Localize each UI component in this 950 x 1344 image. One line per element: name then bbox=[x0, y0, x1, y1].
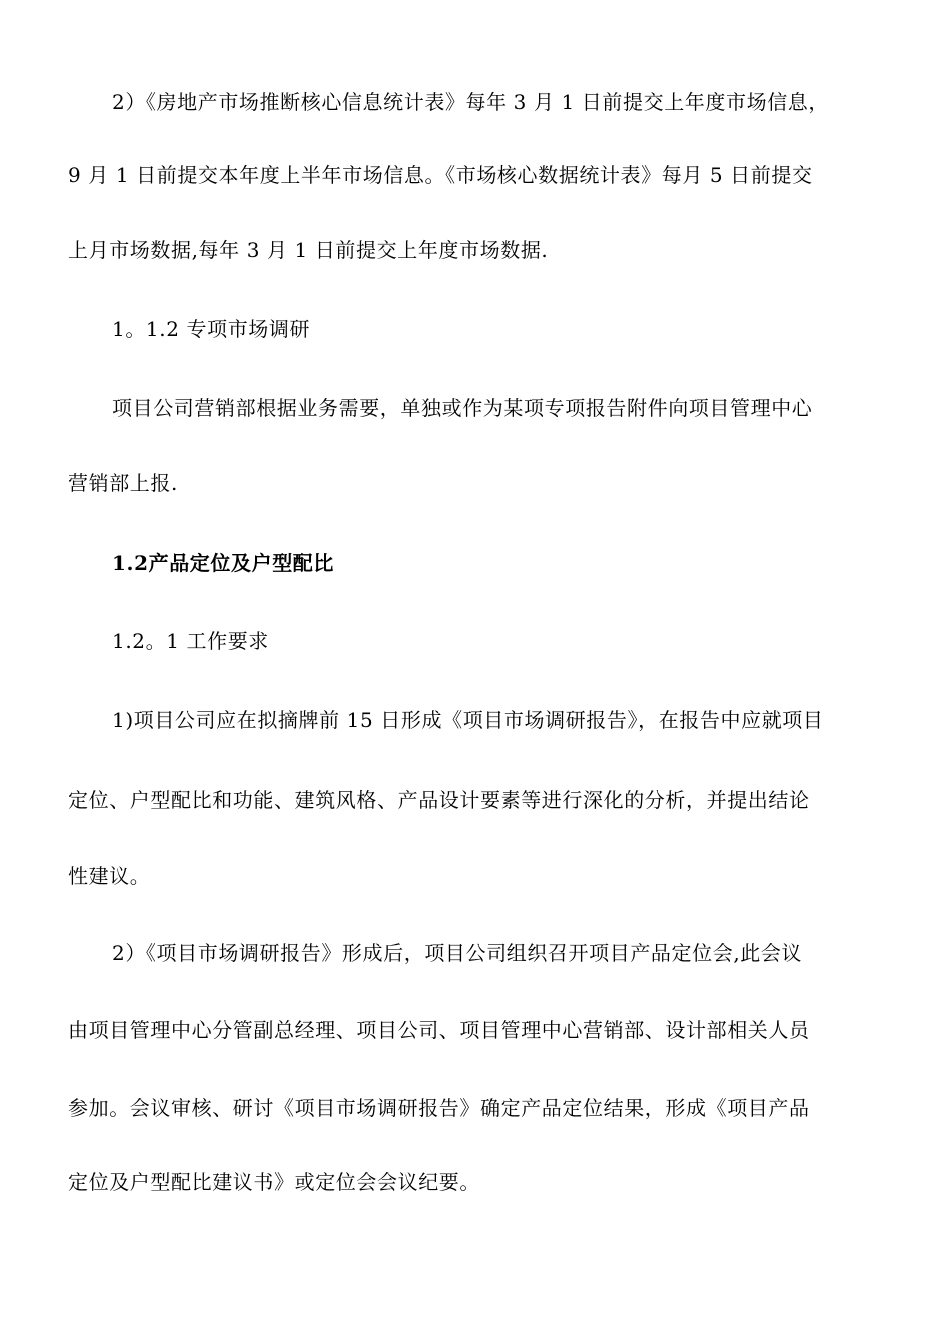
paragraph-line: 项目公司营销部根据业务需要，单独或作为某项专项报告附件向项目管理中心 bbox=[112, 396, 813, 420]
subsection-heading: 1.2。1 工作要求 bbox=[112, 629, 269, 653]
paragraph-line: 由项目管理中心分管副总经理、项目公司、项目管理中心营销部、设计部相关人员 bbox=[68, 1018, 810, 1042]
paragraph-line: 上月市场数据,每年 3 月 1 日前提交上年度市场数据. bbox=[68, 238, 549, 262]
paragraph-line: 9 月 1 日前提交本年度上半年市场信息。《市场核心数据统计表》每月 5 日前提交 bbox=[68, 163, 813, 187]
paragraph-line: 定位及户型配比建议书》或定位会会议纪要。 bbox=[68, 1170, 480, 1194]
paragraph-line: 2）《房地产市场推断核心信息统计表》每年 3 月 1 日前提交上年度市场信息， bbox=[112, 90, 830, 114]
section-heading: 1。1.2 专项市场调研 bbox=[112, 317, 311, 341]
paragraph-line: 参加。会议审核、研讨《项目市场调研报告》确定产品定位结果，形成《项目产品 bbox=[68, 1096, 810, 1120]
paragraph-line: 营销部上报. bbox=[68, 471, 178, 495]
paragraph-line: 性建议。 bbox=[68, 864, 151, 888]
section-heading-bold: 1.2产品定位及户型配比 bbox=[112, 551, 334, 575]
paragraph-line: 定位、户型配比和功能、建筑风格、产品设计要素等进行深化的分析，并提出结论 bbox=[68, 788, 810, 812]
paragraph-line: 2）《项目市场调研报告》形成后，项目公司组织召开项目产品定位会,此会议 bbox=[112, 941, 803, 965]
paragraph-line: 1)项目公司应在拟摘牌前 15 日形成《项目市场调研报告》，在报告中应就项目 bbox=[112, 708, 824, 732]
